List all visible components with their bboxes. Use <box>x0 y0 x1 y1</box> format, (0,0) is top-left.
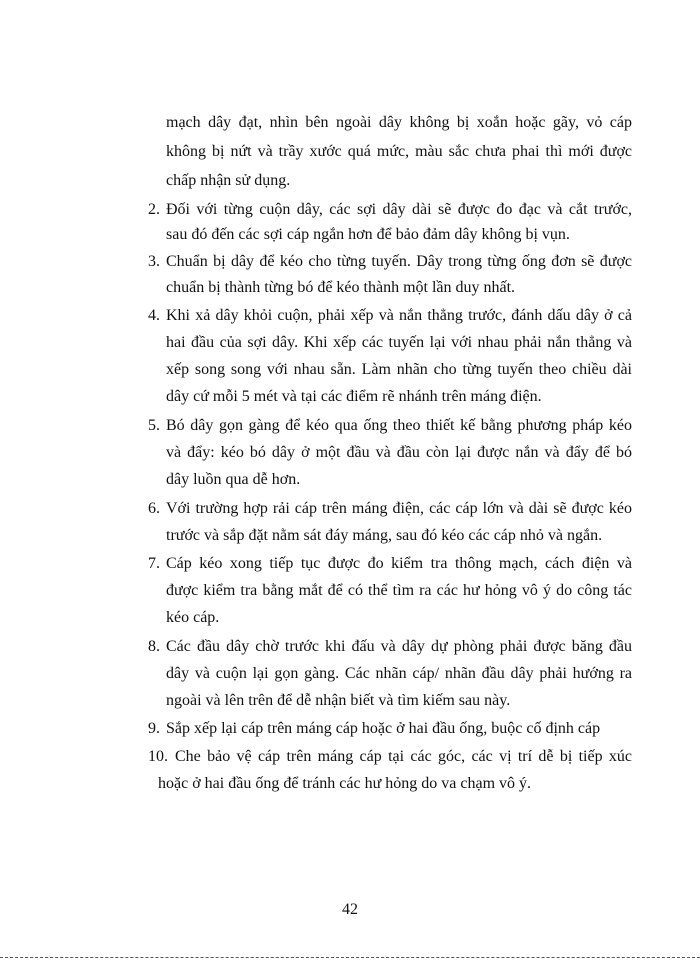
text-line: sau đó đến các sợi cáp ngắn hơn để bảo đảm dây không bị vụn. <box>166 226 570 243</box>
text-line: Sắp xếp lại cáp trên máng cáp hoặc ở hai đầu ống, buộc cố định cáp <box>166 720 601 737</box>
list-number: 10. <box>148 748 168 765</box>
text-line: Che bảo vệ cáp trên máng cáp tại các góc, các vị trí dễ bị tiếp xúc <box>175 748 632 765</box>
text-line: Chuẩn bị dây để kéo cho từng tuyến. Dây trong từng ống đơn sẽ được <box>166 253 632 270</box>
text-line: dây và cuộn lại gọn gàng. Các nhãn cáp/ nhãn đầu dây phải hướng ra <box>166 665 632 682</box>
text-line: dây cứ mỗi 5 mét và tại các điểm rẽ nhánh trên máng điện. <box>166 388 542 405</box>
list-number: 4. <box>148 307 160 324</box>
list-number: 9. <box>148 720 160 737</box>
list-number: 3. <box>148 253 160 270</box>
list-number: 6. <box>148 500 160 517</box>
list-number: 2. <box>148 201 160 218</box>
text-line: Bó dây gọn gàng để kéo qua ống theo thiết kế bằng phương pháp kéo <box>166 417 632 434</box>
text-line: mạch dây đạt, nhìn bên ngoài dây không bị xoắn hoặc gãy, vỏ cáp <box>166 114 632 131</box>
text-line: Với trường hợp rải cáp trên máng điện, các cáp lớn và dài sẽ được kéo <box>166 500 632 517</box>
list-number: 8. <box>148 638 160 655</box>
text-line: kéo cáp. <box>166 609 220 626</box>
text-line: Khi xả dây khỏi cuộn, phải xếp và nắn thẳng trước, đánh dấu dây ở cả <box>166 307 632 324</box>
text-line: chuẩn bị thành từng bó để kéo thành một lần duy nhất. <box>166 279 516 296</box>
text-line: hoặc ở hai đầu ống để tránh các hư hỏng do va chạm vô ý. <box>158 775 532 792</box>
text-line: Đối với từng cuộn dây, các sợi dây dài sẽ được đo đạc và cắt trước, <box>166 201 632 218</box>
text-line: không bị nứt và trầy xước quá mức, màu sắc chưa phai thì mới được <box>166 143 632 160</box>
text-line: Các đầu dây chờ trước khi đấu và dây dự phòng phải được băng đầu <box>166 638 632 655</box>
text-line: chấp nhận sử dụng. <box>166 172 291 189</box>
page-bottom-rule <box>0 957 700 958</box>
page-number: 42 <box>342 901 358 918</box>
text-line: Cáp kéo xong tiếp tục được đo kiểm tra thông mạch, cách điện và <box>166 555 632 572</box>
text-line: trước và sắp đặt nằm sát đáy máng, sau đó kéo các cáp nhỏ và ngắn. <box>166 527 603 544</box>
text-line: được kiểm tra bằng mắt để có thể tìm ra các hư hỏng vô ý do công tác <box>166 582 632 599</box>
text-line: và đẩy: kéo bó dây ở một đầu và đầu còn lại được nắn và đẩy để bó <box>166 444 632 461</box>
list-number: 7. <box>148 555 160 572</box>
text-line: dây luồn qua dễ hơn. <box>166 471 301 488</box>
text-line: hai đầu của sợi dây. Khi xếp các tuyến lại với nhau phải nắn thẳng và <box>166 334 632 351</box>
list-number: 5. <box>148 417 160 434</box>
text-line: xếp song song với nhau sẵn. Làm nhãn cho từng tuyến theo chiều dài <box>166 361 632 378</box>
text-line: ngoài và lên trên để dễ nhận biết và tìm kiếm sau này. <box>166 692 511 709</box>
